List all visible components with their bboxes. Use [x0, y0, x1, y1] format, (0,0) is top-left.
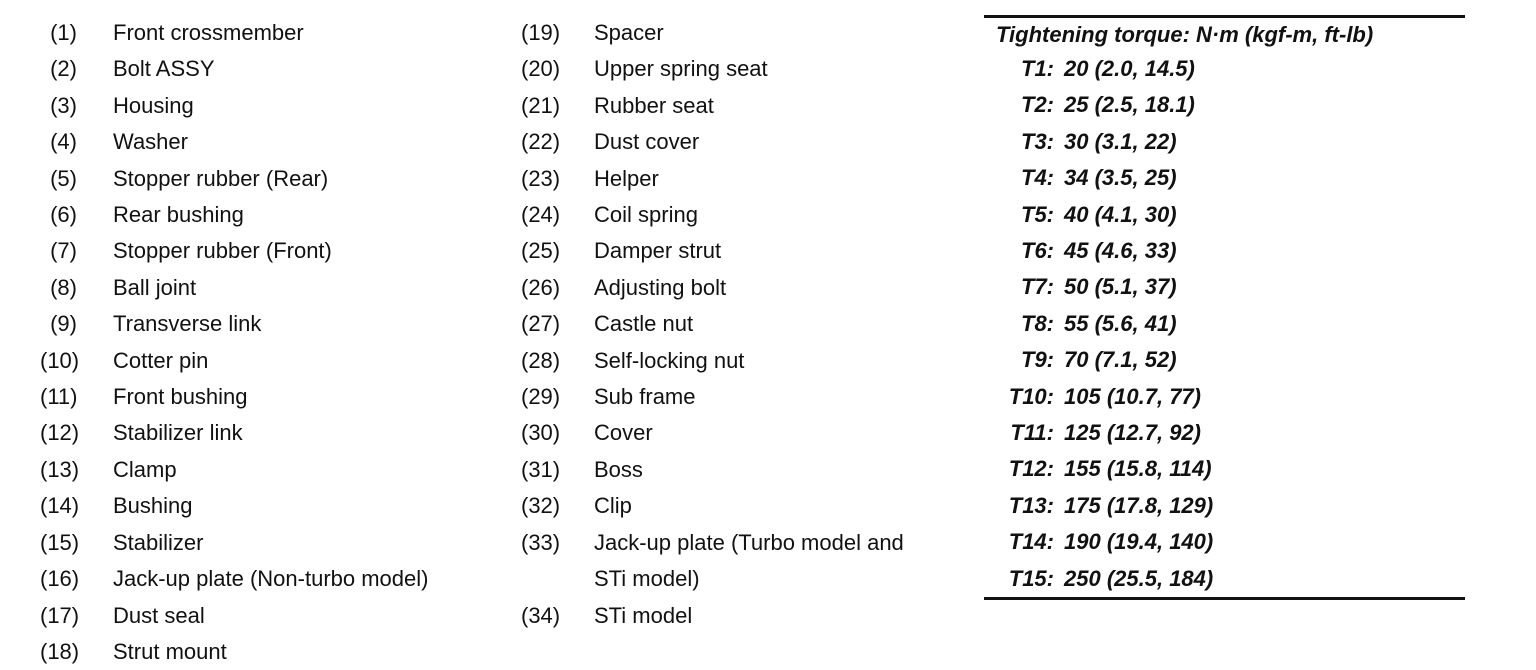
torque-value: 30 (3.1, 22): [1064, 128, 1177, 154]
torque-code: T1:: [1021, 56, 1054, 81]
part-label: Rubber seat: [594, 92, 714, 118]
part-label: STi model): [594, 566, 700, 592]
list-item: [40, 88, 510, 124]
part-label: Upper spring seat: [594, 56, 768, 82]
table-row: [984, 488, 1465, 524]
list-item: [521, 306, 971, 342]
torque-value: 55 (5.6, 41): [1064, 310, 1177, 336]
part-label: Stopper rubber (Front): [113, 238, 332, 264]
list-item: [521, 124, 971, 160]
table-row: [984, 451, 1465, 487]
torque-table-title: Tightening torque: N·m (kgf-m, ft-lb): [996, 22, 1374, 47]
parts-list-middle: [521, 15, 971, 634]
part-number: (5): [50, 165, 77, 191]
part-label: Coil spring: [594, 202, 698, 228]
torque-value: 125 (12.7, 92): [1064, 420, 1201, 446]
list-item: [521, 598, 971, 634]
table-row: [984, 160, 1465, 196]
part-label: Dust seal: [113, 602, 205, 628]
part-number: (23): [521, 165, 561, 191]
list-item: [521, 343, 971, 379]
part-number: (29): [521, 384, 561, 410]
list-item: [40, 306, 510, 342]
part-label: Dust cover: [594, 129, 700, 155]
part-number: (6): [50, 202, 77, 228]
part-number: (18): [40, 638, 80, 664]
part-label: Stabilizer link: [113, 420, 243, 446]
table-row: [984, 87, 1465, 123]
part-label: Spacer: [594, 20, 664, 45]
torque-value: 20 (2.0, 14.5): [1064, 56, 1195, 81]
list-item: [40, 343, 510, 379]
list-item: [40, 488, 510, 524]
list-item: [40, 124, 510, 160]
torque-value: 45 (4.6, 33): [1064, 238, 1177, 264]
part-number: (7): [50, 238, 77, 264]
list-item: [40, 415, 510, 451]
table-row: [984, 524, 1465, 560]
torque-code: T12:: [1008, 456, 1054, 482]
list-item: [521, 15, 971, 51]
part-number: (26): [521, 274, 561, 300]
torque-code: T7:: [1021, 274, 1054, 300]
part-number: (19): [521, 20, 561, 45]
table-row: [984, 124, 1465, 160]
part-label: Bushing: [113, 493, 193, 519]
table-row: [984, 379, 1465, 415]
list-item: [521, 51, 971, 87]
part-label: Stabilizer: [113, 529, 204, 555]
part-label: Housing: [113, 92, 194, 118]
part-number: (3): [50, 92, 77, 118]
part-number: (16): [40, 566, 80, 592]
torque-code: T14:: [1008, 529, 1054, 555]
list-item: [40, 161, 510, 197]
torque-value: 50 (5.1, 37): [1064, 274, 1177, 300]
table-row: [984, 342, 1465, 378]
part-label: Ball joint: [113, 274, 197, 300]
part-number: (30): [521, 420, 561, 446]
part-label: Jack-up plate (Non-turbo model): [113, 566, 429, 592]
torque-code: T4:: [1021, 165, 1054, 191]
list-item: [521, 525, 971, 561]
torque-value: 105 (10.7, 77): [1064, 383, 1201, 409]
torque-code: T8:: [1021, 310, 1054, 336]
list-item: [521, 452, 971, 488]
part-label: Damper strut: [594, 238, 722, 264]
part-number: (27): [521, 311, 561, 337]
list-item: [521, 161, 971, 197]
list-item: [40, 15, 510, 51]
part-number: (12): [40, 420, 80, 446]
torque-value: 40 (4.1, 30): [1064, 201, 1177, 227]
part-label: Clamp: [113, 456, 177, 482]
torque-value: 34 (3.5, 25): [1064, 165, 1177, 191]
list-item: [40, 379, 510, 415]
part-label: Transverse link: [113, 311, 262, 337]
part-label: Helper: [594, 165, 659, 191]
part-number: (32): [521, 493, 561, 519]
torque-code: T5:: [1021, 201, 1054, 227]
list-item: [521, 488, 971, 524]
part-number: (17): [40, 602, 80, 628]
part-label: Front bushing: [113, 384, 248, 410]
part-number: (14): [40, 493, 80, 519]
torque-value: 155 (15.8, 114): [1064, 456, 1212, 482]
torque-code: T15:: [1008, 565, 1054, 591]
part-label: Bolt ASSY: [113, 56, 215, 82]
part-number: (34): [521, 602, 561, 628]
list-item: [521, 379, 971, 415]
list-item: [521, 270, 971, 306]
torque-code: T2:: [1021, 92, 1054, 118]
torque-code: T6:: [1021, 238, 1054, 264]
list-item: [521, 197, 971, 233]
torque-code: T13:: [1008, 492, 1054, 518]
part-label: Cover: [594, 420, 653, 446]
part-number: (11): [40, 384, 78, 410]
parts-list-left: [40, 15, 510, 670]
list-item: [521, 233, 971, 269]
torque-code: T10:: [1008, 383, 1054, 409]
part-label: Sub frame: [594, 384, 696, 410]
part-label: Strut mount: [113, 638, 227, 664]
part-label: Front crossmember: [113, 20, 304, 45]
part-number: (13): [40, 456, 80, 482]
part-label: Adjusting bolt: [594, 274, 727, 300]
table-row: [984, 306, 1465, 342]
part-label: Castle nut: [594, 311, 694, 337]
torque-value: 190 (19.4, 140): [1064, 529, 1214, 555]
part-number-blank: [521, 561, 594, 597]
part-number: (1): [50, 20, 77, 45]
torque-table: [984, 15, 1465, 600]
list-item: [40, 270, 510, 306]
list-item: [40, 561, 510, 597]
part-label: Washer: [113, 129, 188, 155]
part-number: (28): [521, 347, 561, 373]
torque-code: T9:: [1021, 347, 1054, 373]
part-label: Rear bushing: [113, 202, 244, 228]
part-number: (31): [521, 456, 561, 482]
list-item: [40, 452, 510, 488]
part-number: (22): [521, 129, 561, 155]
torque-value: 250 (25.5, 184): [1064, 565, 1214, 591]
part-label: Jack-up plate (Turbo model and: [594, 529, 904, 555]
part-label: STi model: [594, 602, 693, 628]
list-item: [40, 598, 510, 634]
torque-code: T3:: [1021, 128, 1054, 154]
torque-value: 25 (2.5, 18.1): [1064, 92, 1195, 118]
torque-value: 70 (7.1, 52): [1064, 347, 1177, 373]
part-label: Self-locking nut: [594, 347, 745, 373]
list-item-continuation: [521, 561, 971, 597]
part-number: (24): [521, 202, 561, 228]
part-number: (9): [50, 311, 77, 337]
part-label: Clip: [594, 493, 632, 519]
list-item: [40, 634, 510, 670]
list-item: [521, 415, 971, 451]
part-label: Boss: [594, 456, 643, 482]
list-item: [40, 197, 510, 233]
list-item: [40, 233, 510, 269]
part-number: (2): [50, 56, 77, 82]
table-row: [984, 269, 1465, 305]
torque-code: T11:: [1010, 420, 1054, 446]
part-number: (4): [50, 129, 77, 155]
part-number: (8): [50, 274, 77, 300]
list-item: [40, 525, 510, 561]
part-number: (10): [40, 347, 80, 373]
part-number: (15): [40, 529, 80, 555]
part-number: (25): [521, 238, 561, 264]
table-row: [984, 415, 1465, 451]
table-row: [984, 233, 1465, 269]
list-item: [521, 88, 971, 124]
table-row: [984, 51, 1465, 87]
part-number: (21): [521, 92, 561, 118]
part-label: Cotter pin: [113, 347, 209, 373]
list-item: [40, 51, 510, 87]
table-row: [984, 561, 1465, 597]
part-number: (33): [521, 529, 561, 555]
part-label: Stopper rubber (Rear): [113, 165, 329, 191]
part-number: (20): [521, 56, 561, 82]
table-row: [984, 197, 1465, 233]
torque-value: 175 (17.8, 129): [1064, 492, 1214, 518]
